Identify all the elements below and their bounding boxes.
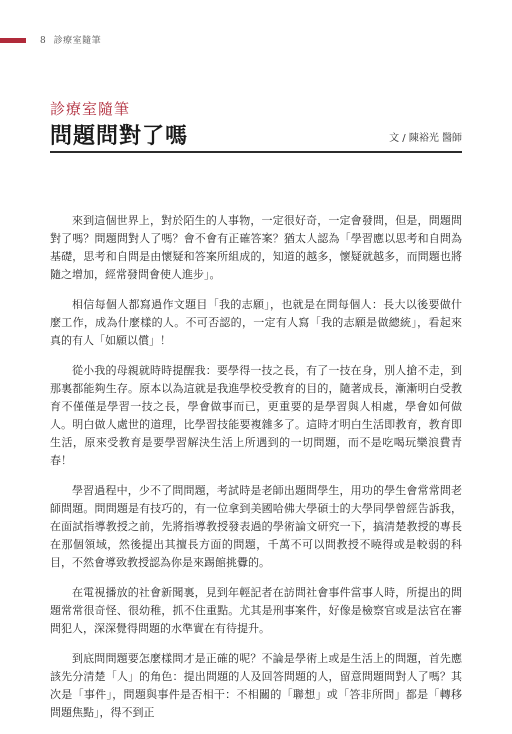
- column-title: 診療室隨筆: [50, 100, 131, 118]
- running-header: [40, 33, 101, 46]
- article-body: [50, 212, 462, 734]
- paragraph-1: 來到這個世界上，對於陌生的人事物，一定很好奇，一定會發問，但是，問題問對了嗎？問題問對人了嗎？會不會有正確答案？猶太人認為「學習應以思考和自問為基礎，思考和自問是由懷疑和答案所組成的，知道的越多，懷疑就越多，而問題也將隨之增加，經常發問會使人進步」。: [50, 214, 462, 281]
- paragraph-3: 從小我的母親就時時提醒我：要學得一技之長，有了一技在身，別人搶不走，到那裏都能夠生存。原本以為這就是我進學校受教育的目的，隨著成長，漸漸明白受教育不僅僅是學習一技之長，學會做事而已，更重要的是學習與人相處，學會如何做人。明白做人處世的道理，比學習技能要複雜多了。這時才明白生活即教育，教育即生活，原來受教育是要學習解決生活上所遇到的一切問題，而不是吃喝玩樂浪費青春！: [50, 364, 462, 467]
- paragraph-5: 在電視播放的社會新聞裏，見到年輕記者在訪問社會事件當事人時，所提出的問題常常很奇怪、很幼稚，抓不住重點。尤其是刑事案件，好像是檢察官或是法官在審問犯人，深深覺得問題的水準實在有待提升。: [50, 586, 462, 635]
- page-number: 8: [40, 36, 47, 46]
- header-accent-bar: [0, 38, 26, 43]
- paragraph-2: 相信每個人都寫過作文題目「我的志願」，也就是在問每個人：長大以後要做什麼工作，成為什麼樣的人。不可否認的，一定有人寫「我的志願是做總統」，看起來真的有人「如願以償」！: [50, 298, 462, 347]
- paragraph-6: 到底問問題要怎麼樣問才是正確的呢？不論是學術上或是生活上的問題，首先應該先分清楚「人」的角色：提出問題的人及回答問題的人，留意問題問對人了嗎？其次是「事件」，問題與事件是否相干：不相關的「聯想」或「答非所問」都是「轉移問題焦點」，得不到正: [50, 652, 462, 719]
- running-header-section: 診療室隨筆: [53, 36, 102, 46]
- paragraph-4: 學習過程中，少不了問問題，考試時是老師出題問學生，用功的學生會常常問老師問題。問問題是有技巧的，有一位拿到美國哈佛大學碩士的大學同學曾經告訴我，在面試指導教授之前，先將指導教授發表過的學術論文研究一下，搞清楚教授的專長在那個領域，然後提出其擅長方面的問題，千萬不可以問教授不曉得或是較弱的科目，不然會導致教授認為你是來踢館挑釁的。: [50, 484, 462, 569]
- article-title: 問題問對了嗎: [50, 124, 189, 149]
- title-divider: [50, 151, 462, 153]
- byline: 文 / 陳裕光 醫師: [389, 133, 462, 144]
